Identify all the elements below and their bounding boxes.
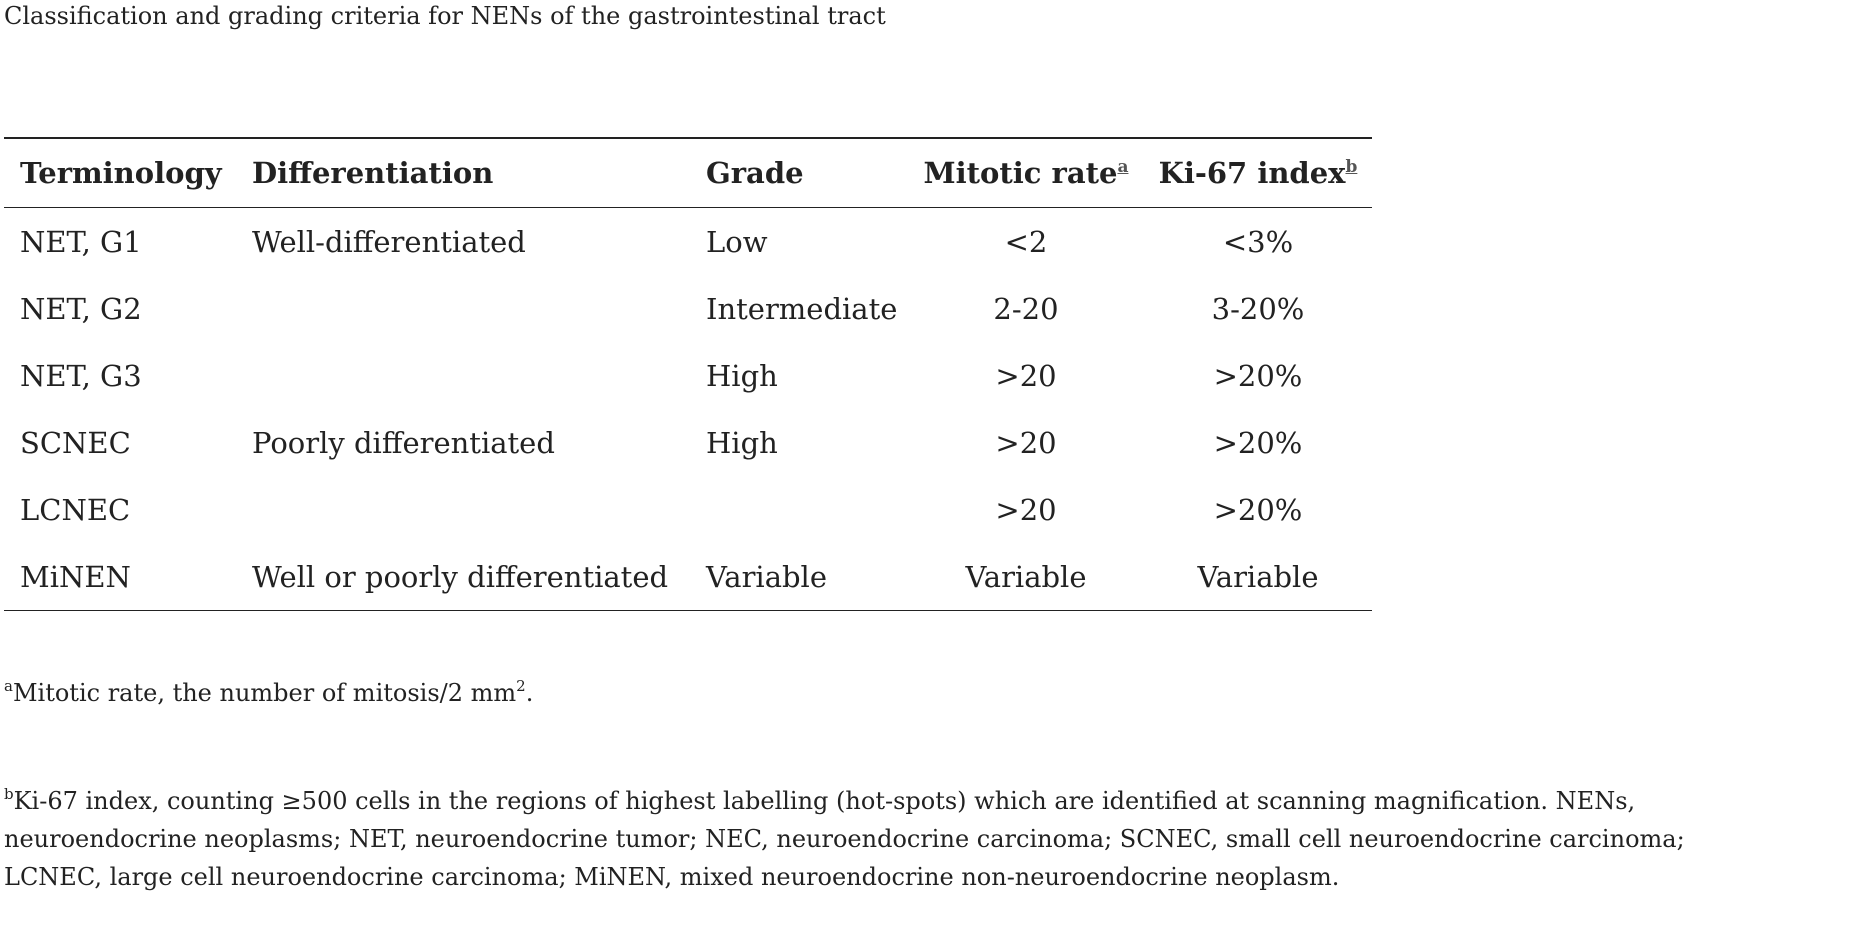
cell-differentiation <box>236 476 690 543</box>
cell-terminology: NET, G1 <box>20 224 142 259</box>
cell-mitotic-rate: 2-20 <box>993 291 1059 326</box>
footnote-b-mark: b <box>4 785 14 803</box>
footnote-a-text: Mitotic rate, the number of mitosis/2 mm <box>12 679 517 707</box>
table-row <box>4 476 1372 543</box>
header-differentiation: Differentiation <box>252 156 494 190</box>
footnote-a <box>4 674 533 712</box>
cell-differentiation <box>236 275 690 342</box>
cell-ki67: <3% <box>1222 224 1294 259</box>
cell-terminology: LCNEC <box>20 492 131 527</box>
cell-differentiation: Well-differentiated <box>252 224 526 259</box>
footnote-a-mark: a <box>4 677 13 695</box>
cell-differentiation: Well or poorly differentiated <box>252 559 669 594</box>
cell-mitotic-rate: >20 <box>995 425 1057 460</box>
cell-ki67: >20% <box>1213 358 1303 393</box>
cell-mitotic-rate: >20 <box>995 492 1057 527</box>
cell-mitotic-rate: Variable <box>965 559 1087 594</box>
cell-grade: Variable <box>706 559 827 594</box>
footnote-b <box>4 782 1685 896</box>
footnote-a-superscript: 2 <box>516 677 526 695</box>
header-mitotic-rate <box>908 138 1144 208</box>
table-row <box>4 543 1372 611</box>
cell-differentiation: Poorly differentiated <box>252 425 555 460</box>
header-mitotic-rate-label: Mitotic rate <box>923 156 1118 190</box>
header-terminology: Terminology <box>20 156 222 190</box>
classification-table <box>4 137 1372 611</box>
table-caption: Classification and grading criteria for NENs of the gastrointestinal tract <box>4 2 886 30</box>
table-header-row <box>4 138 1372 208</box>
cell-ki67: >20% <box>1213 492 1303 527</box>
classification-table-container <box>4 137 1372 611</box>
table-row <box>4 275 1372 342</box>
header-ki67-index <box>1144 138 1372 208</box>
footnote-a-link[interactable]: a <box>1117 157 1129 177</box>
cell-grade: High <box>706 358 778 393</box>
cell-mitotic-rate: <2 <box>1004 224 1048 259</box>
cell-terminology: NET, G2 <box>20 291 142 326</box>
footnote-b-line-3: LCNEC, large cell neuroendocrine carcinoma; MiNEN, mixed neuroendocrine non-neuroendocrine neoplasm. <box>4 863 1340 891</box>
cell-grade: Intermediate <box>706 291 898 326</box>
cell-grade: Low <box>706 224 768 259</box>
table-row <box>4 342 1372 409</box>
footnote-b-line-1 <box>4 782 1685 820</box>
footnote-b-line-1-text: Ki-67 index, counting ≥500 cells in the regions of highest labelling (hot-spots) which are identified at scanning magnification. NENs, <box>13 787 1636 815</box>
cell-grade: High <box>706 425 778 460</box>
footnote-b-link[interactable]: b <box>1345 157 1358 177</box>
cell-ki67: >20% <box>1213 425 1303 460</box>
table-row <box>4 409 1372 476</box>
footnote-b-line-2: neuroendocrine neoplasms; NET, neuroendocrine tumor; NEC, neuroendocrine carcinoma; SCNEC, small cell neuroendocrine carcinoma; <box>4 825 1685 853</box>
footnote-a-end: . <box>525 679 534 707</box>
header-grade: Grade <box>706 156 804 190</box>
cell-terminology: NET, G3 <box>20 358 142 393</box>
header-ki67-label: Ki-67 index <box>1158 156 1346 190</box>
cell-ki67: 3-20% <box>1211 291 1305 326</box>
table-row <box>4 208 1372 276</box>
cell-terminology: SCNEC <box>20 425 131 460</box>
cell-mitotic-rate: >20 <box>995 358 1057 393</box>
cell-grade <box>690 476 908 543</box>
cell-differentiation <box>236 342 690 409</box>
cell-ki67: Variable <box>1197 559 1319 594</box>
cell-terminology: MiNEN <box>20 559 131 594</box>
